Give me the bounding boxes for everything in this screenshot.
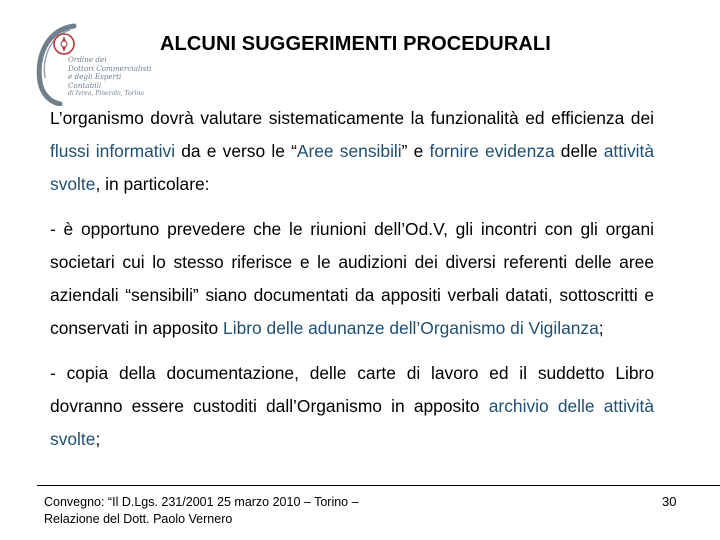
text-run: L’organismo dovrà valutare sistematicamente la funzionalità ed efficienza dei (50, 108, 654, 128)
text-run: , in particolare: (95, 174, 210, 194)
text-run: da e verso le “ (175, 141, 297, 161)
slide-title: ALCUNI SUGGERIMENTI PROCEDURALI (160, 33, 551, 55)
logo-line-4: di Ivrea, Pinerolo, Torino (68, 90, 144, 98)
logo-text (68, 56, 154, 99)
footer-line-2: Relazione del Dott. Paolo Vernero (44, 512, 233, 526)
footer-divider (37, 485, 720, 486)
highlight-flussi-informativi: flussi informativi (50, 141, 176, 161)
text-run: - copia della documentazione, delle carte di lavoro ed il suddetto Libro dovranno essere custoditi dall’Organismo in apposito (50, 363, 654, 416)
highlight-aree-sensibili: Aree sensibili (296, 141, 402, 161)
highlight-libro-adunanze: Libro delle adunanze dell’Organismo di Vigilanza (223, 318, 599, 338)
paragraph-intro (50, 102, 654, 201)
text-run: ; (598, 318, 604, 338)
text-run: ; (95, 429, 101, 449)
highlight-fornire-evidenza: fornire evidenza (429, 141, 555, 161)
logo-line-2: Dottori Commercialisti (68, 63, 152, 73)
slide-body (50, 102, 654, 468)
organization-logo (28, 20, 154, 108)
page-number: 30 (662, 494, 677, 509)
highlight-archivio-attivita: archivio delle attività svolte (50, 396, 654, 449)
footer-line-1: Convegno: “Il D.Lgs. 231/2001 25 marzo 2010 – Torino – (44, 495, 359, 509)
text-run: ” e (401, 141, 430, 161)
highlight-attivita-svolte: attività svolte (50, 141, 655, 194)
logo-line-1: Ordine dei (68, 55, 107, 64)
logo-line-3: e degli Esperti Contabili (68, 72, 122, 90)
paragraph-verbali (50, 213, 654, 345)
text-run: - è opportuno prevedere che le riunioni dell’Od.V, gli incontri con gli organi societari cui lo stesso riferisce e le audizioni dei diversi referenti delle aree aziendali “sensibili” siano documentati da appositi verbali datati, sottoscritti e conservati in apposito (50, 219, 654, 338)
text-run: delle (554, 141, 604, 161)
paragraph-archivio (50, 357, 654, 456)
footer-caption (44, 494, 359, 528)
